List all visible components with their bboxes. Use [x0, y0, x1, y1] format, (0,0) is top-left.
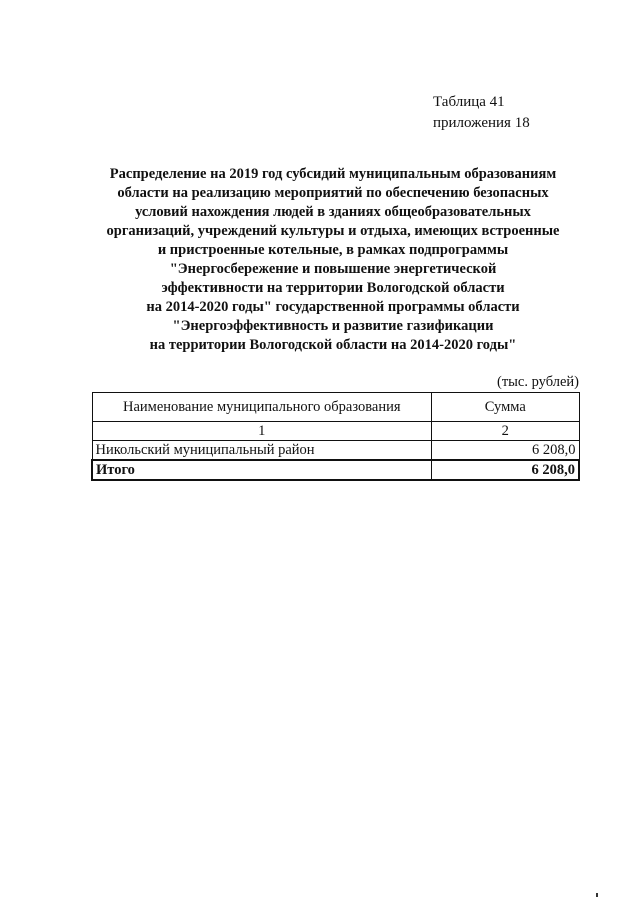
column-header-amount: Сумма	[432, 393, 579, 422]
title-line: на 2014-2020 годы" государственной программы области	[146, 299, 520, 315]
column-header-municipality: Наименование муниципального образования	[92, 393, 432, 422]
document-title	[80, 165, 586, 355]
title-line: области на реализацию мероприятий по обеспечению безопасных	[117, 185, 549, 201]
municipality-name: Никольский муниципальный район	[92, 441, 432, 461]
title-line: организаций, учреждений культуры и отдыха, имеющих встроенные	[106, 223, 560, 239]
column-number: 2	[432, 422, 579, 441]
table-row	[92, 441, 579, 461]
title-line: "Энергоэффективность и развитие газификации	[172, 318, 494, 334]
title-line: Распределение на 2019 год субсидий муниципальным образованиям	[109, 166, 557, 182]
table-header-row	[92, 393, 579, 422]
title-line: на территории Вологодской области на 2014-2020 годы"	[149, 337, 517, 353]
scan-mark	[596, 893, 598, 897]
units-label: (тыс. рублей)	[497, 374, 579, 390]
table-label: Таблица 41	[433, 94, 505, 110]
column-number: 1	[92, 422, 432, 441]
total-label: Итого	[92, 460, 432, 480]
title-line: эффективности на территории Вологодской области	[161, 280, 505, 296]
table-reference	[433, 92, 530, 134]
title-line: "Энергосбережение и повышение энергетической	[169, 261, 497, 277]
column-number-row	[92, 422, 579, 441]
title-line: условий нахождения людей в зданиях общеобразовательных	[135, 204, 531, 220]
appendix-label: приложения 18	[433, 115, 530, 131]
total-amount: 6 208,0	[432, 460, 579, 480]
subsidy-table	[91, 392, 580, 481]
total-row	[92, 460, 579, 480]
title-line: и пристроенные котельные, в рамках подпрограммы	[157, 242, 509, 258]
subsidy-amount: 6 208,0	[432, 441, 579, 461]
